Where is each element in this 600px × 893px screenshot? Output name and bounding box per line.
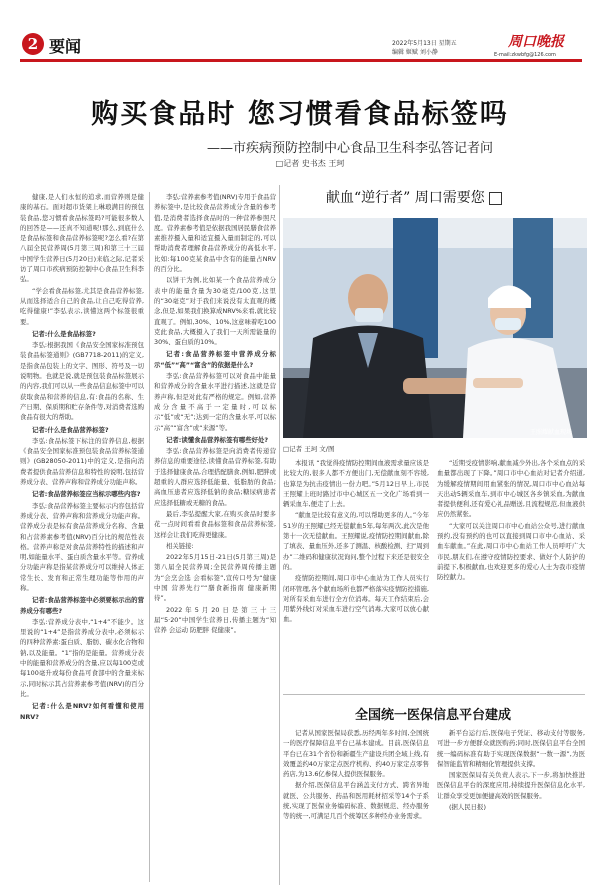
- body-paragraph: 李弘:食品营养标签主要标示内容包括营养成分表、营养声称和营养成分功能声称。营养成分表是标有食品营养成分名称、含量和占营养素参考值(NRV)百分比的规范性表格。营养声称是对食品营养特性的描述和声明,如能量水平、蛋白质含量水平等。营养成分功能声称是指某营养成分可以维持人体正常生长、发育和正常生理功能等作用的声称。: [20, 501, 144, 592]
- body-paragraph: 李弘:食品标签下标注的营养信息,根据《食品安全国家标准预包装食品营养标签通则》(GB28050-2011)中的定义,是指向消费者提供食品营养信息和特性的说明,包括营养成分表、营养声称和营养成分功能声称。: [20, 436, 144, 487]
- body-paragraph: 2022年5月15日-21日(5月第三周)是第八届全民营养周;全民营养周传播主题为“会烹会选 会看标签”,宣传口号为“健康中国 营养先行”“膳食新指南 健康新期待”。: [154, 553, 276, 603]
- page-header: [0, 0, 600, 58]
- medical-insurance-title: 全国统一医保信息平台建成: [354, 708, 511, 723]
- question-paragraph: 记者:食品营养标签中必须要标示出的营养成分有哪些?: [20, 596, 144, 615]
- blood-donation-photo: [283, 218, 587, 438]
- body-paragraph: 李弘:营养成分表中,“1+4”不能少。这里说的“1+4”是指营养成分表中,必须标示的四种营养素:蛋白质、脂肪、碳水化合物和钠,以及能量。“1”指的是能量。营养成分表中的能量和营养成分的含量,应以每100克或每100毫升或每份食品可食部中的含量来标示,同时标示其占营养素参考值(NRV)的百分比。: [20, 617, 144, 698]
- article-byline: □记者 史书杰 王珂: [275, 159, 345, 168]
- photo-illustration: [283, 218, 587, 438]
- body-paragraph: 健康,是人们永恒的追求,而营养则是健康的基石。面对超市货架上琳琅满目的预包装食品,您习惯看食品标签吗?可能很多数人的回答是——还真不知道呢!那么,到底什么是食品标签和食品营养标签呢?怎么看?在第八届全民营养周(5月第三周)和第三十三届中国学生营养日(5月20日)来临之际,记者采访了周口市疾病预防控制中心食品卫生科李弘。: [20, 193, 144, 284]
- column-divider: [149, 192, 150, 882]
- body-paragraph: 2022年5月20日是第三十三届“5·20”中国学生营养日,传播主题为“知营养 会运动 防肥胖 促健康”。: [154, 605, 276, 635]
- contact-email: E-mail:zkwbfg@126.com: [494, 52, 556, 58]
- body-paragraph: 李弘:根据我国《食品安全国家标准预包装食品标签通则》(GB7718-2011)的定义,是指食品包装上的文字、图形、符号及一切说明物。也就是说,就是预包装食品标签展示的内容,我们可以从一些食品信息标签中可以获取食品和营养的信息,有:食品的名称、生产日期、保质期和贮存条件等,对消费者选购食品有很大的帮助。: [20, 341, 144, 422]
- question-paragraph: 记者:什么是NRV?如何看懂和使用NRV?: [20, 702, 144, 721]
- question-paragraph: 记者:读懂食品营养标签有哪些好处?: [166, 435, 269, 444]
- body-paragraph: “学会看食品标签,尤其是食品营养标签,从而选择适合自己的食品,让自己吃得营养,吃得健康!”李弘表示,读懂这两个标签很重要。: [20, 286, 144, 326]
- issue-date: 2022年5月13日 星期五: [392, 40, 457, 47]
- body-paragraph: 据介绍,医保信息平台涵盖支付方式、跨省异地就医、公共服务、药品和医用耗材招采等14个子系统,实现了医保业务编码标准、数据规范、经办服务等的统一,可满足几百个统筹区多种经办业务需求。: [283, 781, 429, 821]
- photo-caption: 王照耀献血现场: [530, 429, 573, 436]
- blood-donation-title: [326, 187, 586, 207]
- sub-headline: ——市疾病预防控制中心食品卫生科李弘答记者问: [206, 141, 493, 156]
- body-paragraph: 国家医保局有关负责人表示,下一步,将加快推进医保信息平台的深度应用,持续提升医保信息化水平,让群众享受更加便捷高效的医保服务。: [437, 771, 585, 800]
- article-column-2: [154, 192, 276, 882]
- page-number-badge: 2: [22, 33, 44, 55]
- column-divider: [279, 185, 280, 885]
- body-paragraph: 本报讯 “我觉得疫情防控期间血液需求量应该是比较大的,很多人都不方便出门,无偿献血刻不容缓,也算是为抗击疫情出一份力吧。”5月12日早上,市民王照耀上班时路过市中心城区五一文化广场看到一辆采血车,便走了上去。: [283, 459, 429, 509]
- question-paragraph: 记者:食品营养标签应当标示哪些内容?: [32, 490, 141, 499]
- editor-credits: 编辑 姬赋 刘小静: [392, 49, 438, 56]
- main-headline: 购买食品时 您习惯看食品标签吗: [91, 99, 509, 130]
- blood-title-text: 献血“逆行者” 周口需要您: [326, 190, 485, 206]
- blood-byline: □记者 王珂 文/图: [283, 445, 335, 453]
- body-paragraph: 李弘:营养素参考值(NRV)专用于食品营养标签中,是比较食品营养成分含量的参考值,是消费者选择食品时的一种营养参照尺度。营养素参考值是依据我国居民膳食营养素推荐摄入量和适宜摄入量而制定的,可以帮助消费者理解食品营养成分的高低水平,比如:每100克某食品中含有的能量占NRV的百分比。: [154, 193, 276, 274]
- date-info: [392, 39, 457, 57]
- body-paragraph: 疫情防控期间,周口市中心血站为工作人员实行闭环管理,各个献血场所也都严格落实疫情防控措施,对所有采血车进行全方位消毒。每天工作结束后,会用紫外线灯对采血车进行空气消毒,大家可以放心献血。: [283, 574, 429, 624]
- body-paragraph: 最后,李弘提醒大家,在购买食品时要多花一点时间看看食品标签和食品营养标签,这样会让我们吃得更健康。: [154, 509, 276, 539]
- section-divider: [283, 694, 585, 695]
- body-paragraph: 李弘:食品营养标签是向消费者传递营养信息的重要途径,读懂食品营养标签,有助于选择健康食品,合理搭配膳食,例如,肥胖或超重的人群应选择低能量、低脂肪的食品;高血压患者应选择低钠的食品;糖尿病患者应选择低糖或无糖的食品。: [154, 447, 276, 507]
- title-box-icon: [489, 192, 502, 205]
- body-paragraph: 相关链接:: [166, 541, 194, 550]
- medical-column-2: [437, 728, 585, 884]
- newspaper-logo: 周口晚报: [508, 34, 564, 50]
- body-paragraph: “大家可以关注周口市中心血站公众号,进行献血预约,没有预约的也可以直接到周口市中心血站、采血车献血。”在此,周口市中心血站工作人员呼吁广大市民,朋友们,在遵守疫情防控要求、做好个人防护的前提下,积极献血,也欢迎更多的爱心人士为我市疫情防控献力。: [437, 521, 585, 582]
- blood-column-1: [283, 458, 429, 686]
- question-paragraph: 记者:食品营养标签中营养成分标示“低”“高”“富含”的依据是什么?: [154, 350, 276, 369]
- blood-column-2: [437, 458, 585, 686]
- question-paragraph: 记者:什么是食品标签?: [32, 329, 96, 338]
- body-paragraph: (据人民日报): [449, 803, 486, 812]
- body-paragraph: 新平台运行后,医保电子凭证、移动支付等服务,可进一步方便群众就医购药;同时,医保信息平台全国统一编码标准有助于实现医保数据“一数一源”,为医保智能监管和精细化管理提供支撑。: [437, 729, 585, 768]
- body-paragraph: 记者从国家医保局获悉,历经两年多时间,全国统一的医疗保障信息平台已基本建成。目前,医保信息平台已在31个省份和新疆生产建设兵团全域上线,有效覆盖约40万家定点医疗机构、约40万家定点零售药店,为13.6亿参保人提供医保服务。: [283, 729, 429, 779]
- body-paragraph: 李弘:食品营养标签可以对食品中能量和营养成分的含量水平进行描述,这就是营养声称,但是对此有严格的规定。例如,营养成分含量不高于一定量时,可以标示“低”或“无”;达到一定的含量水平,可以标示“高”“富含”或“来源”等。: [154, 372, 276, 432]
- header-divider: [20, 59, 582, 62]
- body-paragraph: 以饼干为例,比如某一个食品营养成分表中的能量含量为30毫克/100克,这里的“30毫克”对于我们来说没有太直观的概念,但是,如果我们换算成NRV%来看,就比较直观了。例如,30%、10%,这意味着吃100克此食品,大概摄入了我们一天所需能量的30%、蛋白质的10%。: [154, 276, 276, 347]
- section-title: 要闻: [49, 37, 82, 56]
- body-paragraph: “献血是比较有意义的,可以帮助更多的人。”今年51岁的王照耀已经无偿献血5年,每年两次,此次是他第十一次无偿献血。王照耀说,疫情防控期间献血,除了填表、量血压外,还多了测温、核酸检测、扫“周到办”二维码和健康状况询问,整个过程下来还是很安全的。: [283, 511, 429, 571]
- medical-column-1: [283, 728, 429, 884]
- question-paragraph: 记者:什么是食品营养标签?: [32, 425, 109, 434]
- body-paragraph: “近期受疫情影响,献血减少外出,各个采血点的采血量都出现了下降。”周口市中心血站对记者介绍道,为缓解疫情期间用血紧张的情况,周口市中心血站每天出动5辆采血车,到市中心城区各乡镇采血,为献血者提供便利,还有爱心礼品赠送,且流程规范,但血液供应仍然紧张。: [437, 459, 585, 519]
- article-column-1: [20, 192, 144, 882]
